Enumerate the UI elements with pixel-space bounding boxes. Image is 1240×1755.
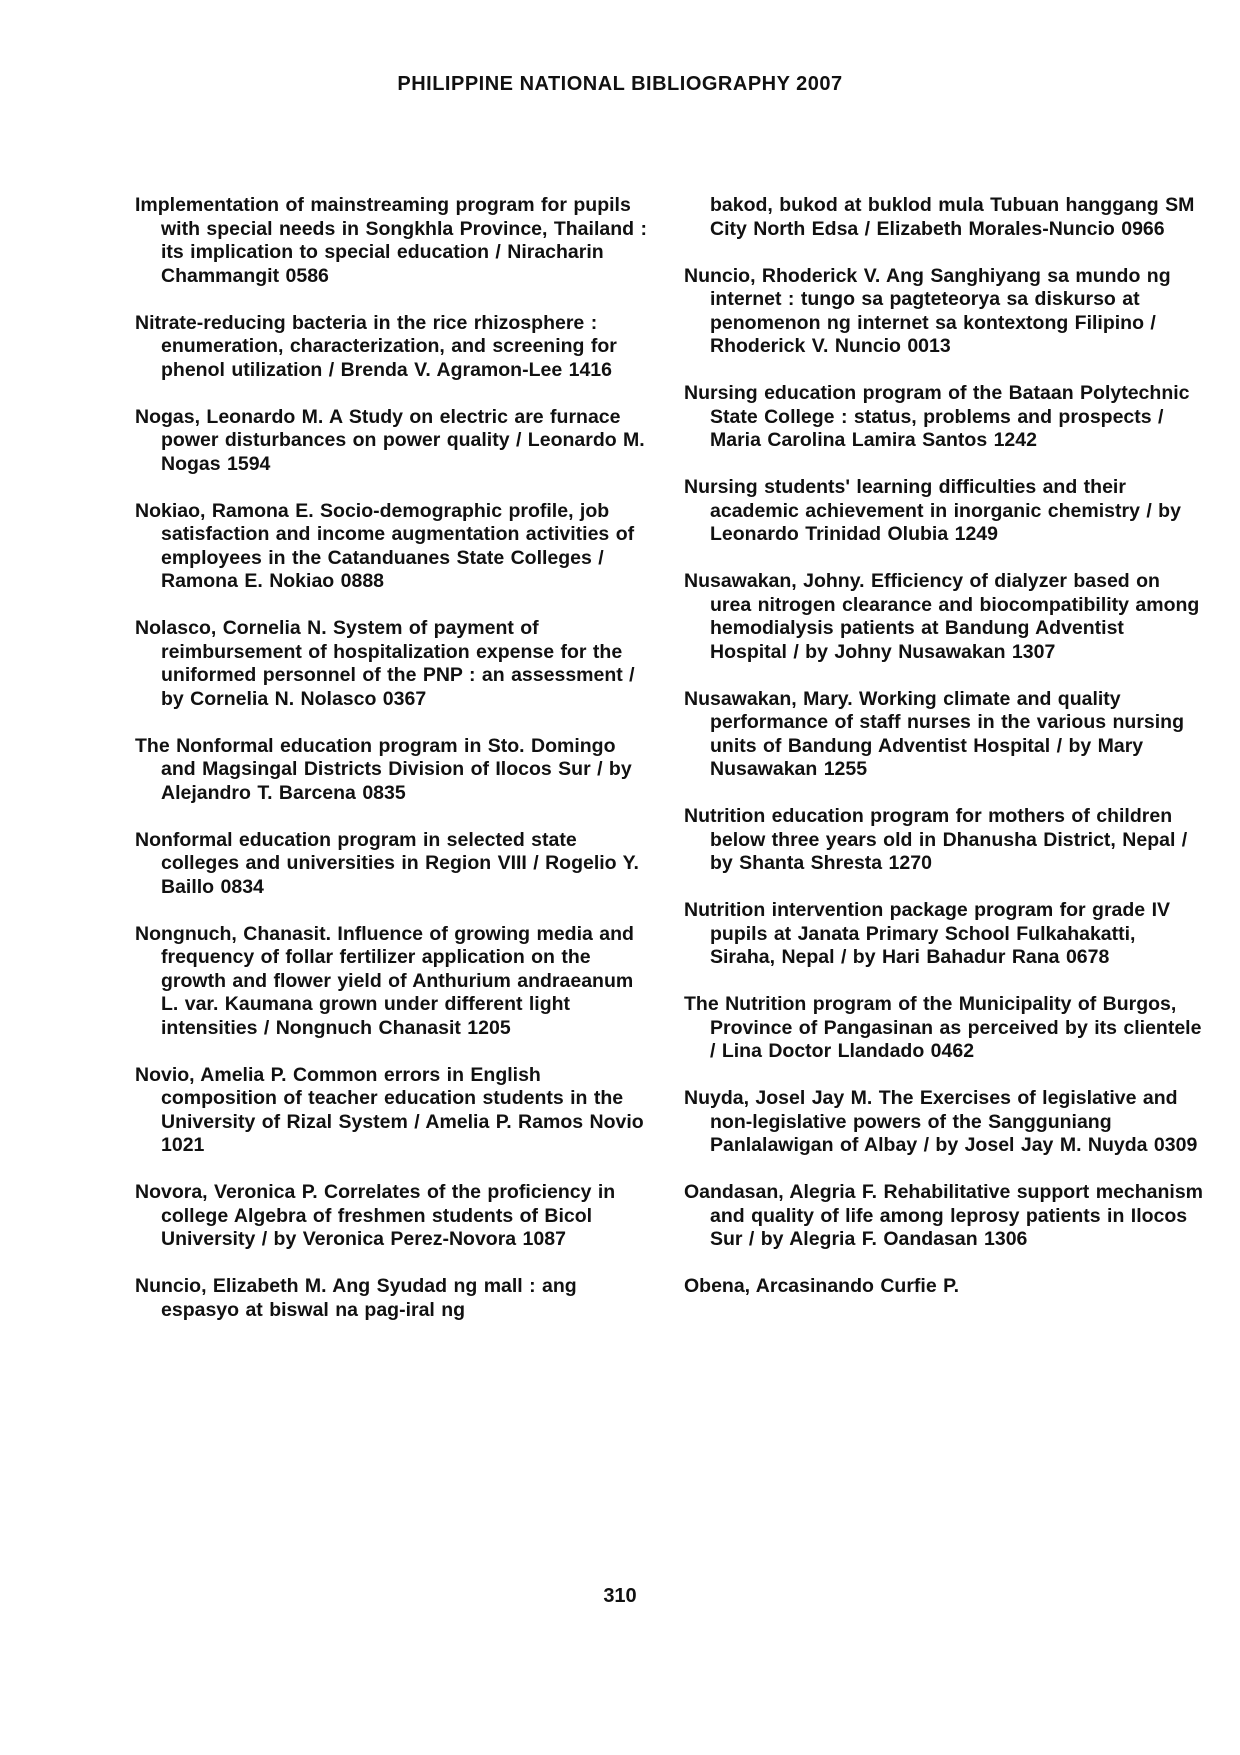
bibliography-entry: Novora, Veronica P. Correlates of the proficiency in college Algebra of freshmen students of Bicol University / by Veronica Perez-Novora 1087 [135, 1181, 616, 1250]
bibliography-entry: Nuyda, Josel Jay M. The Exercises of legislative and non-legislative powers of the Sangguniang Panlalawigan of Albay / by Josel Jay M. Nuyda 0309 [684, 1087, 1198, 1156]
bibliography-entry: Nusawakan, Johny. Efficiency of dialyzer based on urea nitrogen clearance and biocompatibility among hemodialysis patients at Bandung Adventist Hospital / by Johny Nusawakan 1307 [684, 570, 1200, 663]
bibliography-entry: Oandasan, Alegria F. Rehabilitative support mechanism and quality of life among leprosy patients in Ilocos Sur / by Alegria F. Oandasan 1306 [684, 1181, 1203, 1250]
bibliography-entry: Novio, Amelia P. Common errors in English composition of teacher education students in the University of Rizal System / Amelia P. Ramos Novio 1021 [135, 1063, 644, 1156]
bibliography-entry: Nongnuch, Chanasit. Influence of growing media and frequency of follar fertilizer application on the growth and flower yield of Anthurium andraeanum L. var. Kaumana grown under different light intensities / Nongnuch Chanasit 1205 [135, 922, 634, 1039]
bibliography-entry: Nitrate-reducing bacteria in the rice rhizosphere : enumeration, characterization, and screening for phenol utilization / Brenda V. Agramon-Lee 1416 [135, 311, 617, 381]
bibliography-entry: Nuncio, Rhoderick V. Ang Sanghiyang sa mundo ng internet : tungo sa pagteteorya sa diskurso at penomenon ng internet sa kontextong Filipino / Rhoderick V. Nuncio 0013 [684, 264, 1171, 357]
bibliography-entry: The Nutrition program of the Municipality of Burgos, Province of Pangasinan as perceived by its clientele / Lina Doctor Llandado 0462 [684, 993, 1202, 1062]
bibliography-entry: Nutrition intervention package program for grade IV pupils at Janata Primary School Fulkahakatti, Siraha, Nepal / by Hari Bahadur Rana 0678 [684, 899, 1170, 968]
bibliography-entry: The Nonformal education program in Sto. Domingo and Magsingal Districts Division of Ilocos Sur / by Alejandro T. Barcena 0835 [135, 734, 632, 804]
bibliography-entry: Obena, Arcasinando Curfie P. [684, 1275, 959, 1297]
right-column [684, 194, 1204, 1322]
bibliography-entry: Nusawakan, Mary. Working climate and quality performance of staff nurses in the various nursing units of Bandung Adventist Hospital / by Mary Nusawakan 1255 [684, 687, 1185, 780]
bibliography-entry: Nutrition education program for mothers of children below three years old in Dhanusha District, Nepal / by Shanta Shresta 1270 [684, 805, 1188, 874]
bibliography-entry: Nuncio, Elizabeth M. Ang Syudad ng mall : ang espasyo at biswal na pag-iral ng [135, 1275, 577, 1321]
bibliography-entry: Nokiao, Ramona E. Socio-demographic profile, job satisfaction and income augmentation activities of employees in the Catanduanes State Colleges / Ramona E. Nokiao 0888 [135, 499, 635, 592]
bibliography-entry: Nonformal education program in selected state colleges and universities in Region VIII / Rogelio Y. Baillo 0834 [135, 828, 639, 898]
bibliography-entry: Implementation of mainstreaming program for pupils with special needs in Songkhla Province, Thailand : its implication to special education / Niracharin Chammangit 0586 [135, 194, 647, 287]
bibliography-entry-continued: bakod, bukod at buklod mula Tubuan hanggang SM City North Edsa / Elizabeth Morales-Nuncio 0966 [710, 194, 1195, 240]
bibliography-entry: Nursing students' learning difficulties and their academic achievement in inorganic chemistry / by Leonardo Trinidad Olubia 1249 [684, 476, 1181, 545]
left-column [135, 194, 655, 1346]
page-number: 310 [603, 1585, 637, 1607]
bibliography-entry: Nogas, Leonardo M. A Study on electric are furnace power disturbances on power quality / Leonardo M. Nogas 1594 [135, 405, 645, 475]
bibliography-entry: Nolasco, Cornelia N. System of payment of reimbursement of hospitalization expense for the uniformed personnel of the PNP : an assessment / by Cornelia N. Nolasco 0367 [135, 617, 635, 710]
bibliography-entry: Nursing education program of the Bataan Polytechnic State College : status, problems and prospects / Maria Carolina Lamira Santos 1242 [684, 382, 1190, 451]
page-header: PHILIPPINE NATIONAL BIBLIOGRAPHY 2007 [397, 73, 843, 95]
